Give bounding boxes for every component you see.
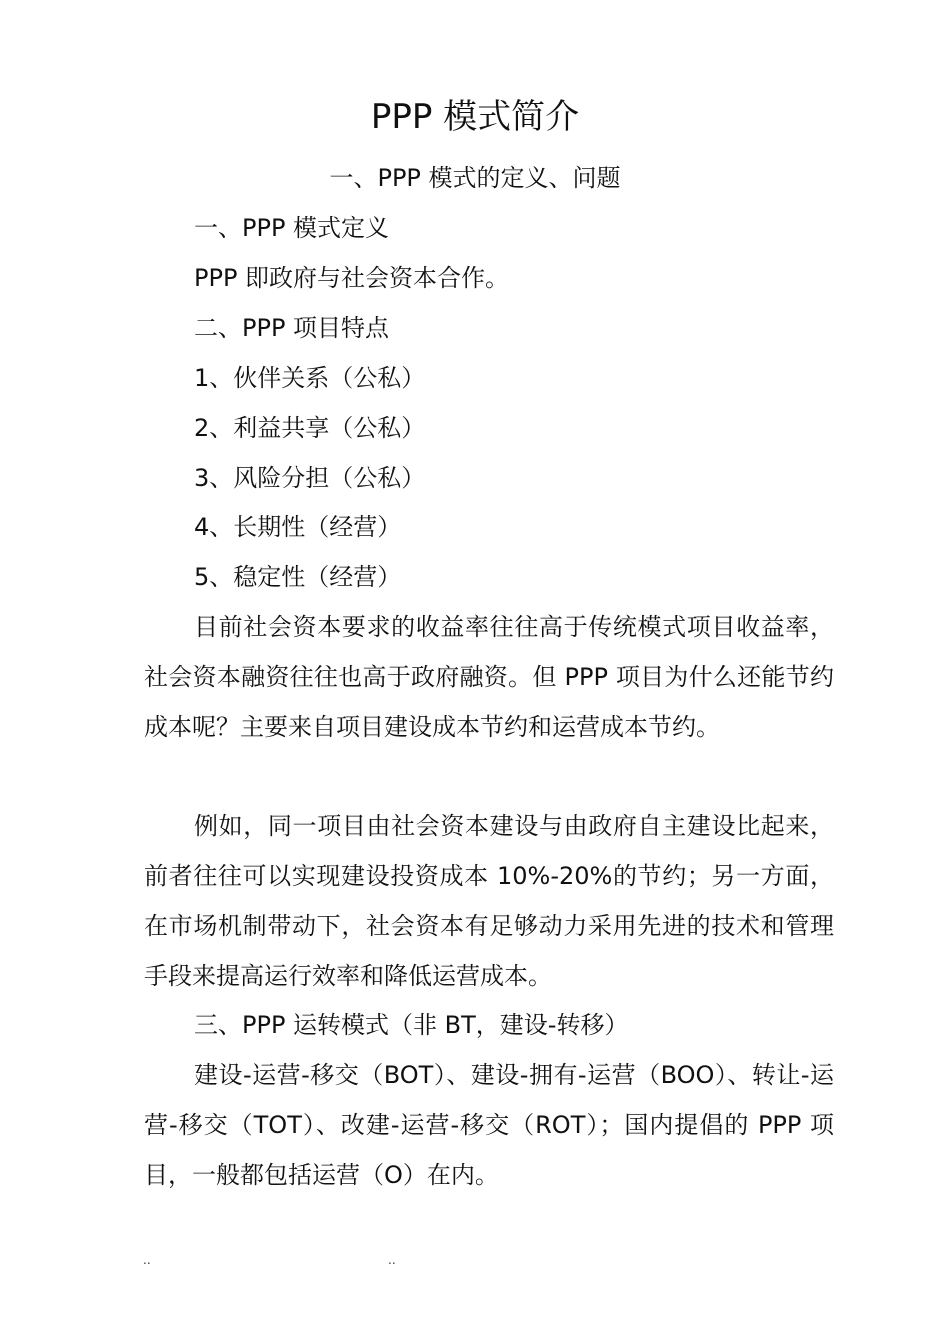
footer-mark-right: ..	[388, 1253, 396, 1267]
paragraph-cost: 目前社会资本要求的收益率往往高于传统模式项目收益率，社会资本融资往往也高于政府融资。但 PPP 项目为什么还能节约成本呢？主要来自项目建设成本节约和运营成本节约。	[144, 613, 834, 741]
features-heading: 二、PPP 项目特点	[194, 314, 390, 342]
section-heading: 一、PPP 模式的定义、问题	[329, 164, 621, 192]
paragraph-example: 例如，同一项目由社会资本建设与由政府自主建设比起来，前者往往可以实现建设投资成本 10%-20%的节约；另一方面，在市场机制带动下，社会资本有足够动力采用先进的技术和管理手段来提高运行效率和降低运营成本。	[144, 812, 834, 990]
feature-item: 1、伙伴关系（公私）	[194, 364, 426, 392]
operation-heading: 三、PPP 运转模式（非 BT，建设-转移）	[194, 1011, 629, 1039]
paragraph-operation-modes: 建设-运营-移交（BOT）、建设-拥有-运营（BOO）、转让-运营-移交（TOT）、改建-运营-移交（ROT）；国内提倡的 PPP 项目，一般都包括运营（O）在内。	[144, 1061, 834, 1189]
footer-mark-left: ..	[143, 1253, 151, 1267]
definition-text: PPP 即政府与社会资本合作。	[194, 264, 510, 292]
document-title: PPP 模式简介	[370, 97, 580, 137]
feature-item: 4、长期性（经营）	[194, 513, 402, 541]
definition-heading: 一、PPP 模式定义	[194, 214, 390, 242]
feature-item: 2、利益共享（公私）	[194, 414, 426, 442]
feature-item: 5、稳定性（经营）	[194, 563, 402, 591]
feature-item: 3、风险分担（公私）	[194, 464, 426, 492]
